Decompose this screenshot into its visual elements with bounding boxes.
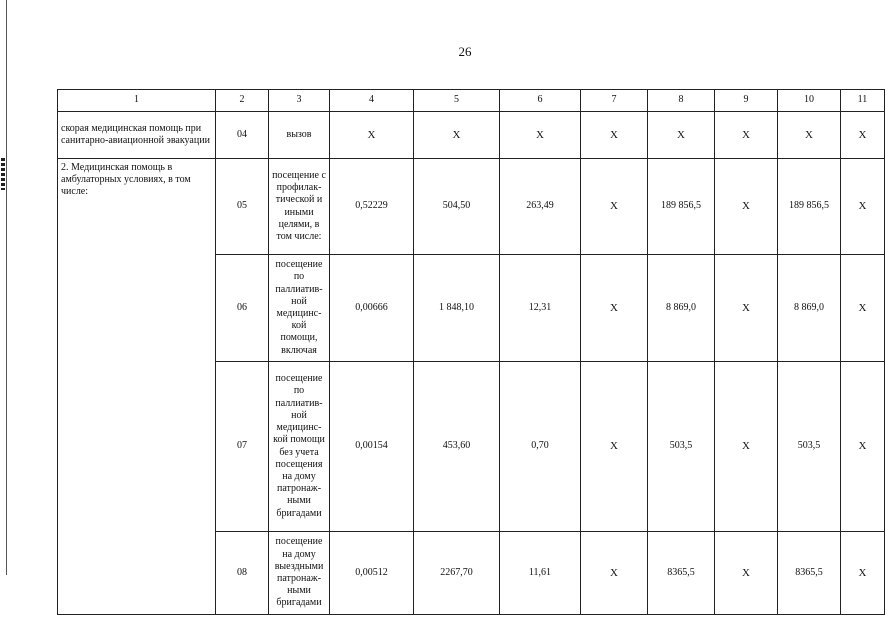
value-cell: X [841, 159, 885, 255]
header-cell: 3 [269, 90, 330, 112]
value-cell: 263,49 [500, 159, 581, 255]
tariff-table [57, 89, 885, 615]
value-cell: 503,5 [648, 362, 715, 532]
value-cell: X [715, 159, 778, 255]
header-cell: 8 [648, 90, 715, 112]
value-cell: 0,00154 [330, 362, 414, 532]
group-name: 2. Медицинская помощь в амбулаторных условиях, в том числе: [58, 159, 216, 615]
value-cell: 0,70 [500, 362, 581, 532]
row-unit: посещение по паллиатив-ной медицинс-кой помощи, включая [269, 255, 330, 362]
value-cell: X [715, 255, 778, 362]
value-cell: X [330, 112, 414, 159]
row-code: 08 [216, 532, 269, 615]
value-cell: 0,00666 [330, 255, 414, 362]
row-unit: вызов [269, 112, 330, 159]
value-cell: 11,61 [500, 532, 581, 615]
value-cell: X [500, 112, 581, 159]
table-row [58, 159, 885, 255]
row-unit: посещение с профилак-тической и иными целями, в том числе: [269, 159, 330, 255]
value-cell: X [581, 362, 648, 532]
value-cell: 503,5 [778, 362, 841, 532]
header-cell: 5 [414, 90, 500, 112]
row-code: 05 [216, 159, 269, 255]
value-cell: 189 856,5 [778, 159, 841, 255]
value-cell: 8 869,0 [778, 255, 841, 362]
value-cell: X [778, 112, 841, 159]
table-row-air-evacuation [58, 112, 885, 159]
value-cell: X [841, 362, 885, 532]
value-cell: 504,50 [414, 159, 500, 255]
value-cell: X [841, 532, 885, 615]
header-cell: 7 [581, 90, 648, 112]
value-cell: 8365,5 [648, 532, 715, 615]
row-code: 07 [216, 362, 269, 532]
page-number: 26 [458, 44, 472, 59]
value-cell: X [581, 255, 648, 362]
value-cell: X [715, 112, 778, 159]
row-code: 06 [216, 255, 269, 362]
value-cell: 0,00512 [330, 532, 414, 615]
value-cell: X [581, 112, 648, 159]
value-cell: X [715, 362, 778, 532]
value-cell: 8 869,0 [648, 255, 715, 362]
value-cell: 453,60 [414, 362, 500, 532]
header-cell: 1 [58, 90, 216, 112]
value-cell: X [581, 159, 648, 255]
header-cell: 4 [330, 90, 414, 112]
header-cell: 2 [216, 90, 269, 112]
scan-binding-mark [1, 158, 5, 190]
row-name: скорая медицинская помощь при санитарно-авиационной эвакуации [58, 112, 216, 159]
row-code: 04 [216, 112, 269, 159]
row-unit: посещение на дому выездными патронаж-ными бригадами [269, 532, 330, 615]
value-cell: X [581, 532, 648, 615]
value-cell: 189 856,5 [648, 159, 715, 255]
value-cell: 8365,5 [778, 532, 841, 615]
header-cell: 9 [715, 90, 778, 112]
scan-left-border [6, 0, 7, 575]
value-cell: X [715, 532, 778, 615]
value-cell: X [648, 112, 715, 159]
value-cell: 0,52229 [330, 159, 414, 255]
header-cell: 6 [500, 90, 581, 112]
value-cell: X [841, 255, 885, 362]
header-cell: 11 [841, 90, 885, 112]
value-cell: X [841, 112, 885, 159]
value-cell: 12,31 [500, 255, 581, 362]
value-cell: 2267,70 [414, 532, 500, 615]
value-cell: 1 848,10 [414, 255, 500, 362]
row-unit: посещение по паллиатив-ной медицинс-кой помощи без учета посещения на дому патронаж-ными бригадами [269, 362, 330, 532]
value-cell: X [414, 112, 500, 159]
header-cell: 10 [778, 90, 841, 112]
header-row [58, 90, 885, 112]
